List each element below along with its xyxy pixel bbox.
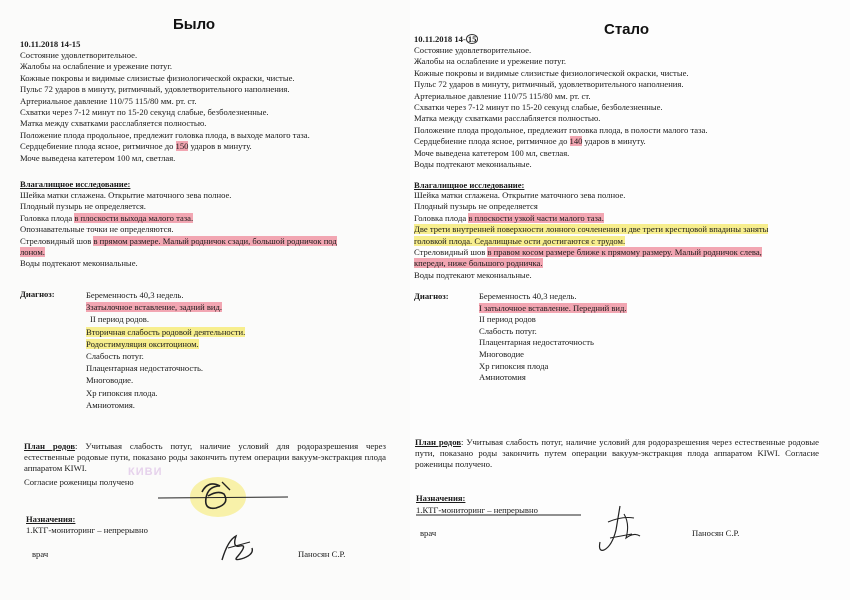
delivery-plan-label: План родов [415, 437, 462, 447]
prescriptions-label: Назначения: [26, 514, 76, 524]
heartbeat-line: Сердцебиение плода ясное, ритмичное до 150 ударов в минуту. [20, 141, 252, 152]
handwritten-signature-circled [138, 472, 298, 522]
delivery-plan-text: : Учитывая слабость потуг, наличие условий для родоразрешения через естественные родовые пути, показано роды закончить путем операции вакуум-экстракция плода аппаратом KIWI. Согласие роженицы получено. [415, 437, 819, 470]
exam-line: Шейка матки сглажена. Открытие маточного зева полное. [414, 190, 626, 200]
suture-highlight-2: кпереди, ниже большого родничка. [414, 258, 543, 269]
status-line: Положение плода продольное, предлежит головка плода, в выходе малого таза. [20, 129, 310, 140]
status-line: Матка между схватками расслабляется полностью. [20, 118, 207, 129]
status-line: Схватки через 7-12 минут по 15-20 секунд слабые, безболезненные. [414, 102, 663, 113]
heartbeat-value: 140 [569, 136, 583, 147]
suture-highlight: в правом косом размере ближе к прямому размеру. Малый родничок слева, [487, 247, 762, 258]
status-line: Положение плода продольное, предлежит головка плода, в полости малого таза. [414, 124, 708, 135]
diagnosis-label: Диагноз: [414, 291, 449, 301]
suture-line-2 [20, 247, 337, 258]
diagnosis-presentation: I затылочное вставление. Передний вид. [479, 302, 627, 313]
diagnosis-item: Плацентарная недостаточность [479, 337, 594, 348]
doctor-signature [214, 530, 260, 566]
status-line: Пульс 72 ударов в минуту, ритмичный, удовлетворительного наполнения. [20, 84, 290, 95]
exam-line: Плодный пузырь не определяется. [20, 201, 146, 212]
status-line: Схватки через 7-12 минут по 15-20 секунд слабые, безболезненные. [20, 107, 269, 118]
head-position-highlight: в плоскости узкой части малого таза. [468, 212, 604, 223]
diagnosis-item: Многоводие. [86, 375, 134, 386]
faded-stamp-text: КИВИ [128, 466, 163, 478]
diagnosis-item: Амниотомия [479, 372, 526, 383]
vaginal-exam-title: Влагалищное исследование: [20, 179, 131, 189]
status-line: Жалобы на ослабление и урежение потуг. [414, 56, 567, 67]
status-line: Состояние удовлетворительное. [414, 45, 532, 55]
status-line: Пульс 72 ударов в минуту, ритмичный, удовлетворительного наполнения. [414, 79, 684, 90]
prescription-item: 1.КТГ-мониторинг – непрерывно [416, 505, 538, 515]
status-line: Кожные покровы и видимые слизистые физиологической окраски, чистые. [414, 67, 689, 78]
heading-after: Стало [604, 21, 650, 38]
diagnosis-block [479, 291, 627, 384]
diagnosis-item: Слабость потуг. [86, 351, 144, 362]
doctor-signature [590, 500, 650, 556]
catheter-line: Моче выведена катетером 100 мл, светлая. [20, 152, 176, 163]
delivery-plan-text: : Учитывая слабость потуг, наличие условий для родоразрешения через естественные родовые пути, показано роды закончить путем операции вакуум-экстракция плода аппаратом KIWI. [24, 441, 386, 474]
status-line: Состояние удовлетворительное. [20, 50, 138, 60]
consent-line: Согласие роженицы получено [24, 477, 134, 487]
diagnosis-item: Беременность 40,3 недель. [86, 290, 184, 300]
status-line: Жалобы на ослабление и урежение потуг. [20, 61, 173, 72]
circled-minutes: 15 [467, 34, 477, 44]
waters-line: Воды подтекают мекониальные. [20, 258, 138, 269]
prescriptions-label: Назначения: [416, 493, 466, 503]
pelvis-highlight-2: головкой плода. Седалищные ости достигаются с трудом. [414, 235, 626, 246]
exam-line: Шейка матки сглажена. Открытие маточного зева полное. [20, 190, 232, 200]
prescription-underline [416, 512, 586, 518]
diagnosis-item: II период родов [479, 314, 536, 325]
head-position-highlight: в плоскости выхода малого таза. [74, 212, 194, 223]
heading-before: Было [173, 16, 216, 33]
date-time: 10.11.2018 14- 15 [414, 34, 477, 44]
waters-line: Воды подтекают мекониальные. [414, 269, 532, 280]
prescription-item: 1.КТГ-мониторинг – непрерывно [26, 525, 148, 535]
pelvis-highlight: Две трети внутренней поверхности лонного сочленения и две трети крестцовой впадины заняты [414, 224, 769, 235]
vaginal-exam-title: Влагалищное исследование: [414, 180, 525, 190]
vaginal-exam-block [414, 190, 768, 281]
delivery-plan [24, 441, 386, 475]
diagnosis-item: Амниотомия. [86, 399, 135, 410]
diagnosis-item: Беременность 40,3 недель. [479, 291, 577, 301]
diagnosis-item: Многоводие [479, 348, 524, 359]
doctor-label: врач [32, 549, 49, 559]
suture-line-2 [414, 258, 768, 269]
doctor-label: врач [420, 528, 437, 538]
delivery-plan-label: План родов [24, 441, 76, 451]
catheter-line: Моче выведена катетером 100 мл, светлая. [414, 147, 570, 158]
exam-line: Плодный пузырь не определяется [414, 201, 538, 212]
diagnosis-block [86, 289, 245, 411]
status-block [20, 50, 310, 164]
date-time: 10.11.2018 14-15 [20, 39, 81, 49]
status-line: Кожные покровы и видимые слизистые физиологической окраски, чистые. [20, 72, 295, 83]
diagnosis-weakness: Вторичная слабость родовой деятельности. [86, 326, 246, 337]
diagnosis-label: Диагноз: [20, 289, 55, 299]
diagnosis-item: Слабость потуг. [479, 325, 537, 336]
page-after [410, 0, 850, 600]
diagnosis-item: II период родов. [90, 314, 149, 325]
head-position-line: Головка плода в плоскости выхода малого таза. [20, 212, 194, 223]
head-position-line: Головка плода в плоскости узкой части малого таза. [414, 212, 604, 223]
status-line: Матка между схватками расслабляется полностью. [414, 113, 601, 124]
diagnosis-stimulation: Родостимуляция окситоцином. [86, 338, 199, 349]
diagnosis-item: Хр гипоксия плода. [86, 387, 158, 398]
waters-line-top: Воды подтекают мекониальные. [414, 159, 532, 170]
suture-line: Стреловидный шов в правом косом размере ближе к прямому размеру. Малый родничок слева, [414, 247, 762, 258]
suture-line: Стреловидный шов в прямом размере. Малый родничок сзади, большой родничок под [20, 235, 337, 246]
page-before [0, 0, 410, 600]
heartbeat-line: Сердцебиение плода ясное, ритмичное до 140 ударов в минуту. [414, 136, 646, 147]
vaginal-exam-block [20, 190, 337, 270]
status-line: Артериальное давление 110/75 115/80 мм. рт. ст. [414, 90, 591, 101]
doctor-name: Паносян С.Р. [298, 549, 346, 559]
diagnosis-item: Хр гипоксия плода [479, 360, 549, 371]
status-line: Артериальное давление 110/75 115/80 мм. рт. ст. [20, 95, 197, 106]
doctor-name: Паносян С.Р. [692, 528, 740, 538]
suture-highlight-2: лоном. [20, 247, 45, 258]
diagnosis-item: Плацентарная недостаточность. [86, 363, 204, 374]
diagnosis-presentation: Ззатылочное вставление, задний вид. [86, 302, 223, 313]
landmarks-line: Опознавательные точки не определяются. [20, 224, 174, 235]
status-block [414, 45, 707, 170]
suture-highlight: в прямом размере. Малый родничок сзади, большой родничок под [93, 235, 337, 246]
heartbeat-value: 150 [175, 141, 189, 152]
delivery-plan [415, 437, 819, 471]
